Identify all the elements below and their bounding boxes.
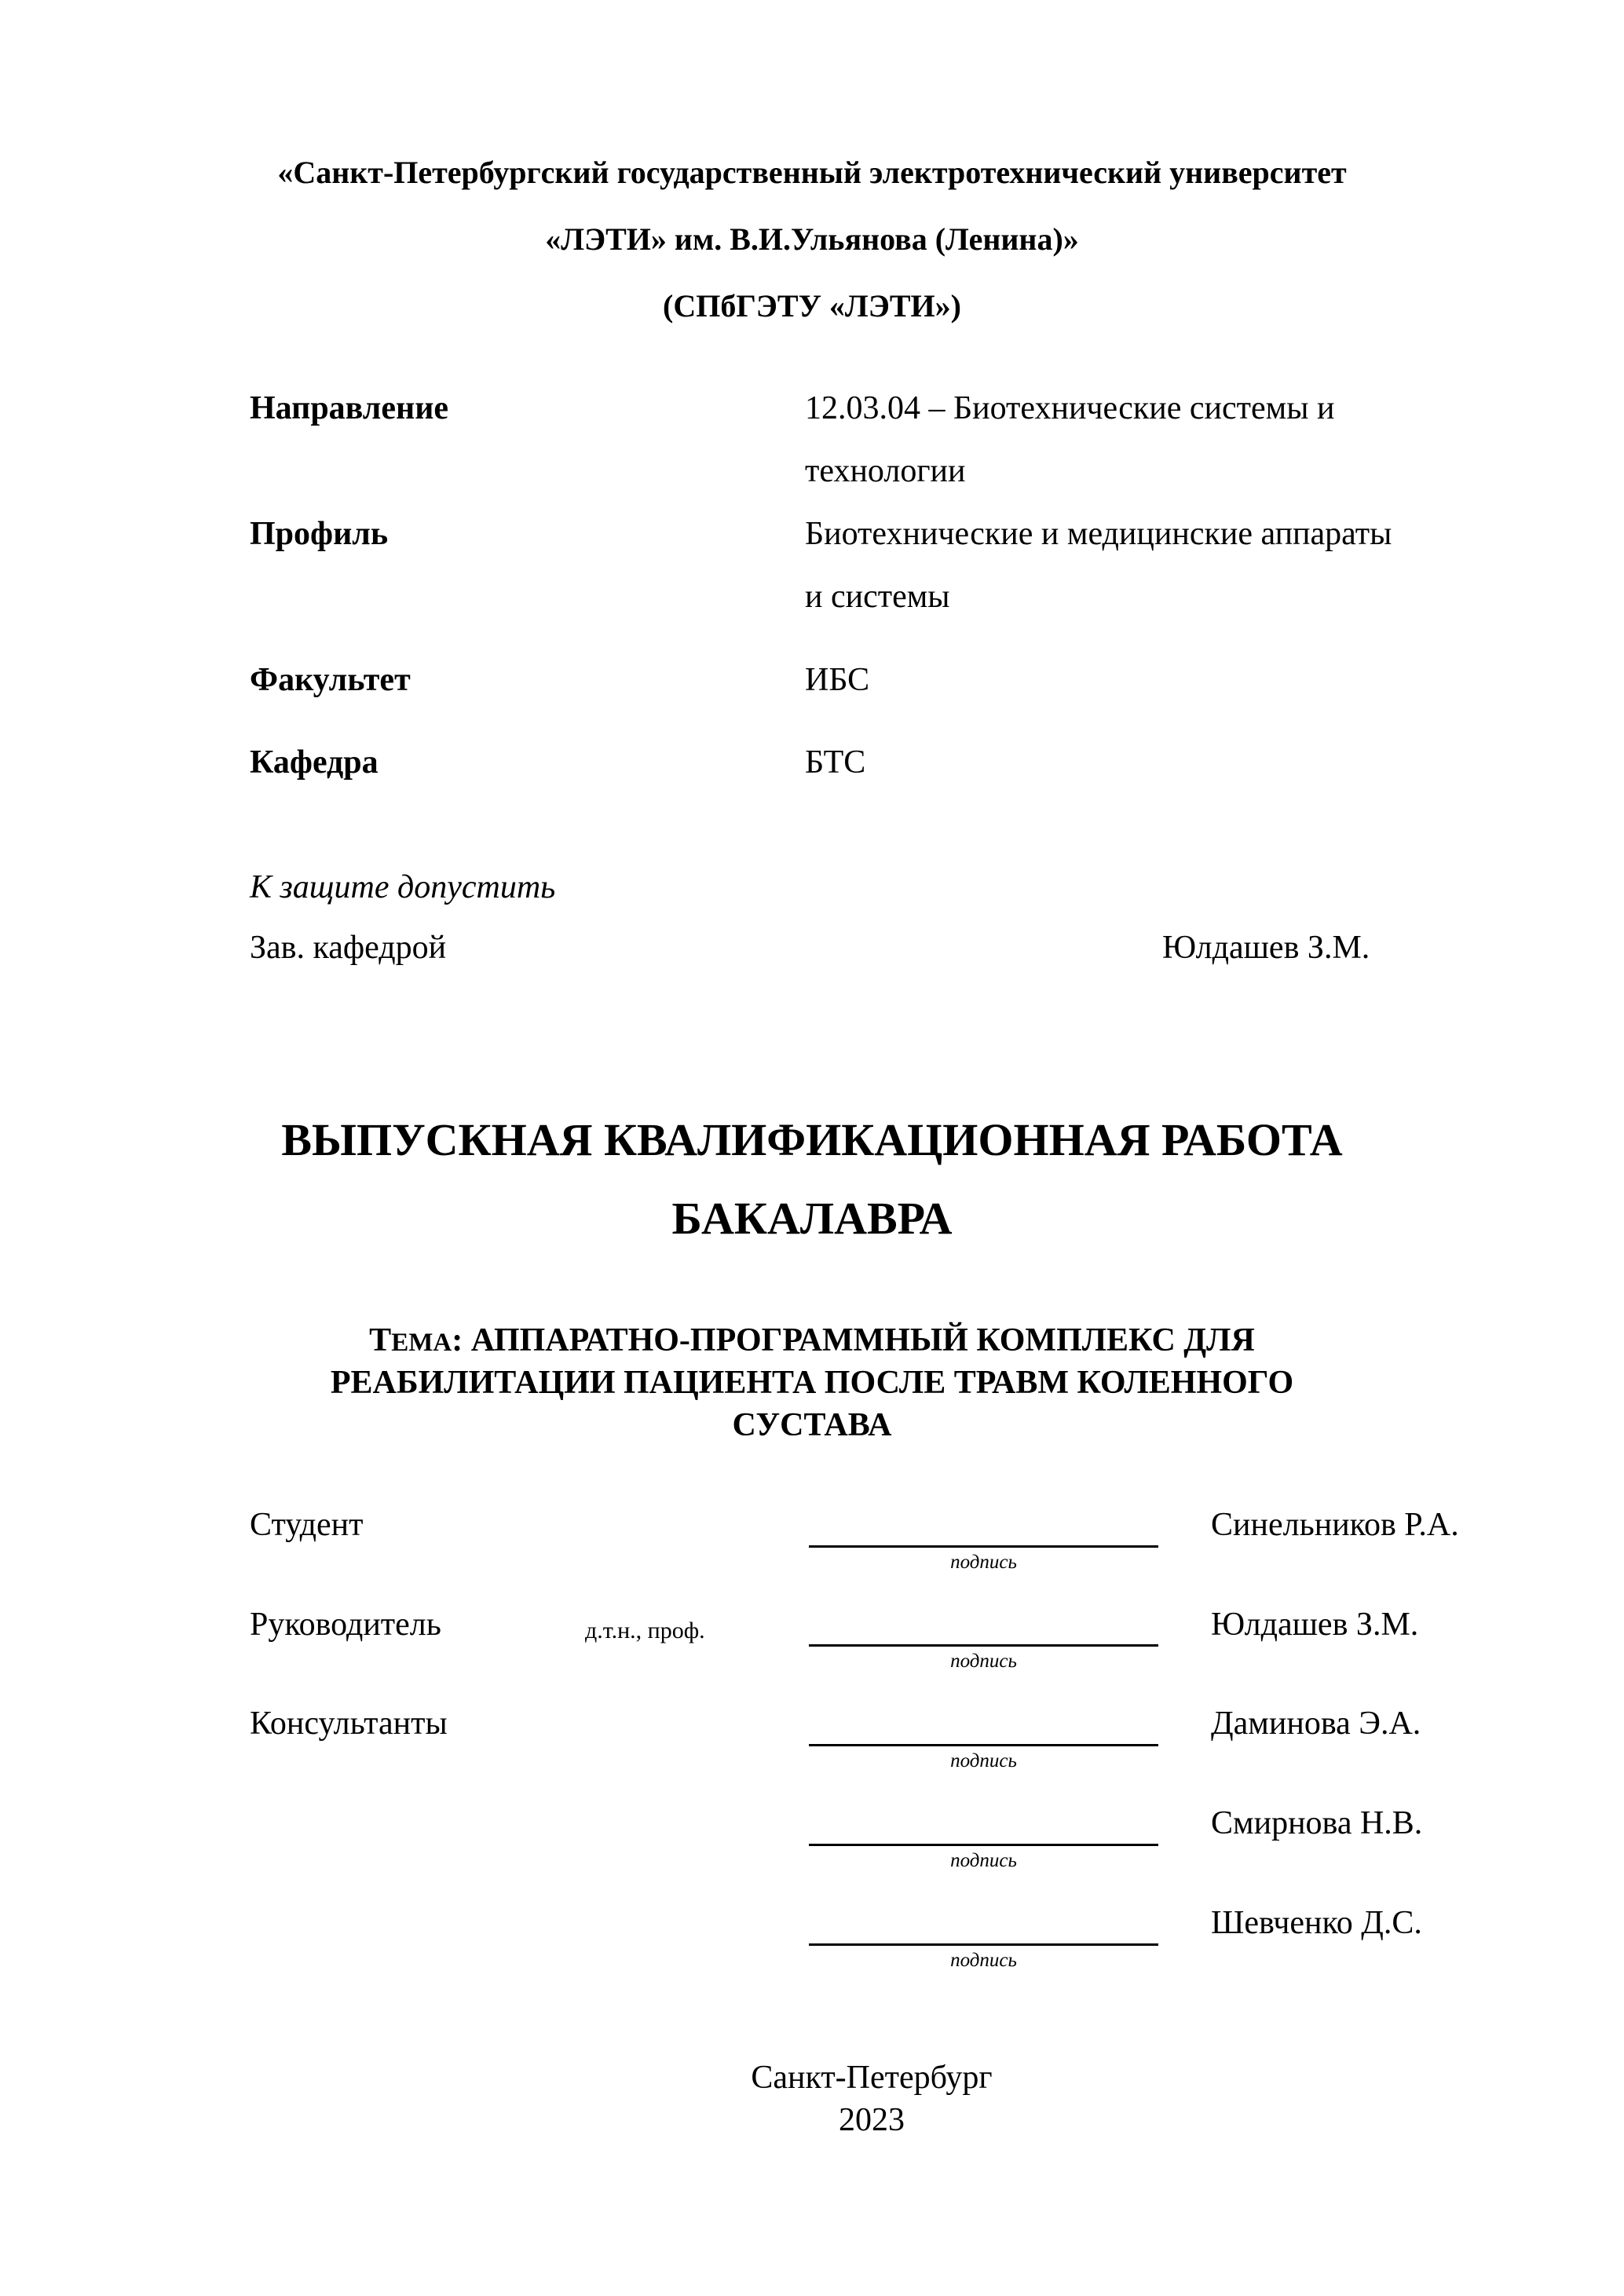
- signature-name: Смирнова Н.В.: [1211, 1805, 1423, 1841]
- document-title-line1: ВЫПУСКНАЯ КВАЛИФИКАЦИОННАЯ РАБОТА: [281, 1114, 1343, 1165]
- signature-role-consultants: Консультанты: [250, 1706, 448, 1742]
- university-name-line1: «Санкт-Петербургский государственный электротехнический университет: [277, 155, 1347, 190]
- department-value: БТС: [805, 744, 866, 781]
- faculty-label: Факультет: [250, 662, 411, 698]
- faculty-value: ИБС: [805, 662, 870, 698]
- document-title-line2: БАКАЛАВРА: [671, 1193, 953, 1244]
- approval-caption: К защите допустить: [250, 869, 556, 905]
- footer-city: Санкт-Петербург: [751, 2060, 993, 2096]
- signature-line: [809, 1545, 1158, 1548]
- approval-name: Юлдашев З.М.: [1162, 930, 1370, 966]
- signature-caption: подпись: [950, 1651, 1017, 1672]
- university-abbreviation: (СПбГЭТУ «ЛЭТИ»): [663, 288, 961, 324]
- topic-line1: [0, 1319, 1624, 1364]
- signature-line: [809, 1943, 1158, 1946]
- signature-role-student: Студент: [250, 1507, 364, 1543]
- signature-caption: подпись: [950, 1950, 1017, 1971]
- approval-role: Зав. кафедрой: [250, 930, 447, 966]
- signature-role-supervisor: Руководитель: [250, 1607, 441, 1643]
- topic-prefix-cap: Т: [369, 1322, 392, 1358]
- department-label: Кафедра: [250, 744, 379, 781]
- direction-value-line1: 12.03.04 – Биотехнические системы и: [805, 390, 1335, 426]
- topic-line2: РЕАБИЛИТАЦИИ ПАЦИЕНТА ПОСЛЕ ТРАВМ КОЛЕННОГО: [330, 1365, 1294, 1401]
- topic-prefix-rest: ЕМА: [391, 1329, 452, 1357]
- signature-name: Юлдашев З.М.: [1211, 1607, 1419, 1643]
- direction-value-line2: технологии: [805, 453, 966, 489]
- signature-caption: подпись: [950, 1850, 1017, 1871]
- signature-caption: подпись: [950, 1552, 1017, 1573]
- signature-line: [809, 1844, 1158, 1846]
- supervisor-degree: д.т.н., проф.: [585, 1618, 705, 1643]
- profile-value-line1: Биотехнические и медицинские аппараты: [805, 516, 1392, 552]
- university-name-line2: «ЛЭТИ» им. В.И.Ульянова (Ленина)»: [545, 221, 1079, 257]
- signature-name: Шевченко Д.С.: [1211, 1905, 1422, 1941]
- signature-line: [809, 1644, 1158, 1647]
- signature-name: Даминова Э.А.: [1211, 1706, 1421, 1742]
- signature-caption: подпись: [950, 1750, 1017, 1771]
- topic-line3: СУСТАВА: [732, 1407, 892, 1443]
- direction-label: Направление: [250, 390, 449, 426]
- profile-value-line2: и системы: [805, 579, 950, 615]
- topic-text-line1: АППАРАТНО-ПРОГРАММНЫЙ КОМПЛЕКС ДЛЯ: [463, 1322, 1255, 1358]
- topic-prefix-colon: :: [452, 1322, 463, 1358]
- signature-line: [809, 1744, 1158, 1746]
- profile-label: Профиль: [250, 516, 389, 552]
- signature-name: Синельников Р.А.: [1211, 1507, 1459, 1543]
- footer-year: 2023: [839, 2102, 905, 2138]
